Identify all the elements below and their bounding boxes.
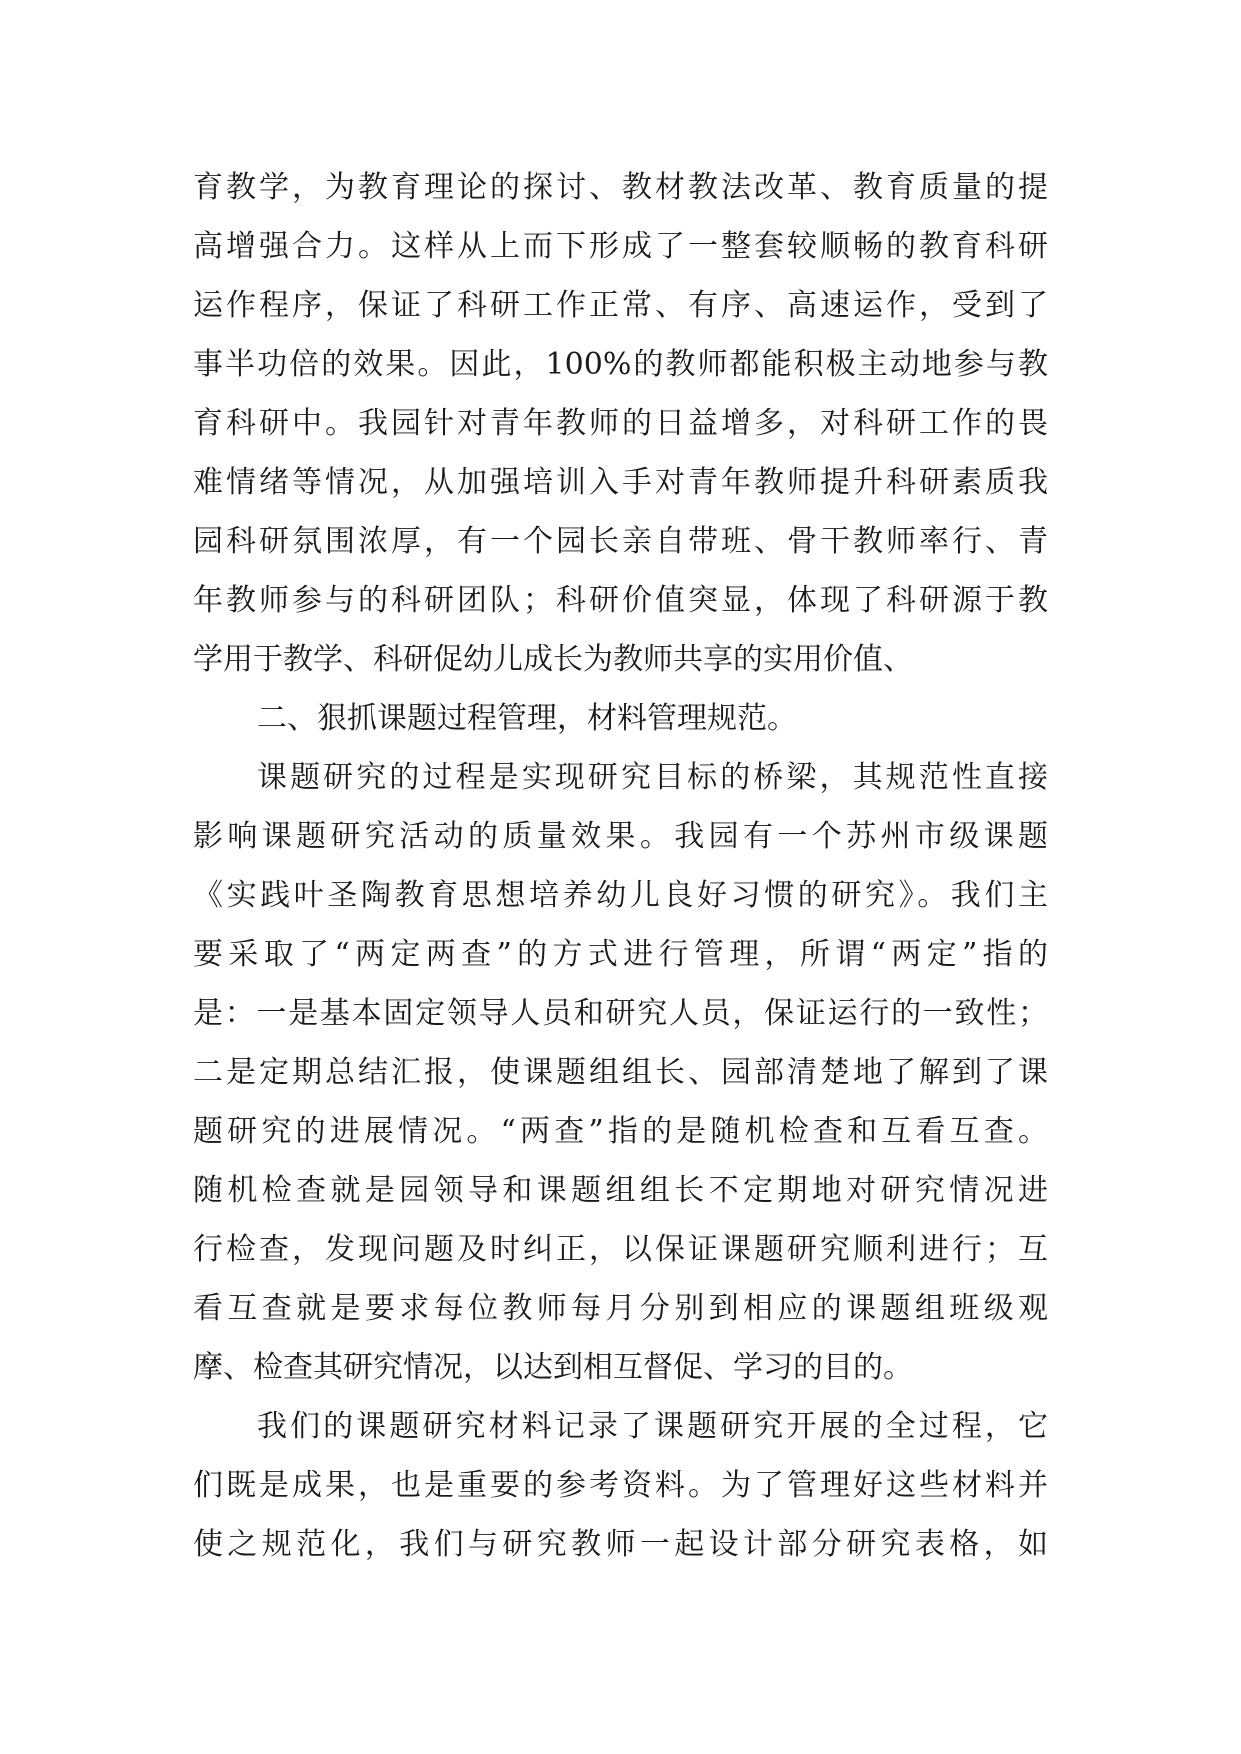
- text-line-6: 难情绪等情况，从加强培训入手对青年教师提升科研素质我: [193, 465, 1048, 500]
- text-line-17: 题研究的进展情况。“两查”指的是随机检查和互看互查。: [193, 1114, 1048, 1149]
- text-line-20: 看互查就是要求每位教师每月分别到相应的课题组班级观: [193, 1291, 1048, 1326]
- text-line-2: 高增强合力。这样从上而下形成了一整套较顺畅的教育科研: [193, 229, 1048, 264]
- text-line-19: 行检查，发现问题及时纠正，以保证课题研究顺利进行；互: [193, 1232, 1048, 1267]
- text-line-22: 我们的课题研究材料记录了课题研究开展的全过程，它: [257, 1409, 1048, 1444]
- text-line-3: 运作程序，保证了科研工作正常、有序、高速运作，受到了: [193, 288, 1048, 323]
- text-line-24: 使之规范化，我们与研究教师一起设计部分研究表格，如: [193, 1527, 1048, 1562]
- text-line-21: 摩、检查其研究情况，以达到相互督促、学习的目的。: [193, 1350, 913, 1385]
- text-line-1: 育教学，为教育理论的探讨、教材教法改革、教育质量的提: [193, 170, 1048, 205]
- text-line-13: 《实践叶圣陶教育思想培养幼儿良好习惯的研究》。我们主: [193, 878, 1048, 913]
- document-body: [193, 158, 1048, 1574]
- section-heading-2: 二、狠抓课题过程管理，材料管理规范。: [257, 701, 797, 736]
- text-line-7: 园科研氛围浓厚，有一个园长亲自带班、骨干教师率行、青: [193, 524, 1048, 559]
- text-line-16: 二是定期总结汇报，使课题组组长、园部清楚地了解到了课: [193, 1055, 1048, 1090]
- text-line-8: 年教师参与的科研团队；科研价值突显，体现了科研源于教: [193, 583, 1048, 618]
- text-line-11: 课题研究的过程是实现研究目标的桥梁，其规范性直接: [257, 760, 1048, 795]
- text-line-4: 事半功倍的效果。因此，100%的教师都能积极主动地参与教: [193, 347, 1048, 382]
- text-line-14: 要采取了“两定两查”的方式进行管理，所谓“两定”指的: [193, 937, 1048, 972]
- text-line-9: 学用于教学、科研促幼儿成长为教师共享的实用价值、: [193, 642, 913, 677]
- text-line-23: 们既是成果，也是重要的参考资料。为了管理好这些材料并: [193, 1468, 1048, 1503]
- text-line-15: 是：一是基本固定领导人员和研究人员，保证运行的一致性；: [193, 996, 1048, 1031]
- text-line-5: 育科研中。我园针对青年教师的日益增多，对科研工作的畏: [193, 406, 1048, 441]
- text-line-12: 影响课题研究活动的质量效果。我园有一个苏州市级课题: [193, 819, 1048, 854]
- text-line-18: 随机检查就是园领导和课题组组长不定期地对研究情况进: [193, 1173, 1048, 1208]
